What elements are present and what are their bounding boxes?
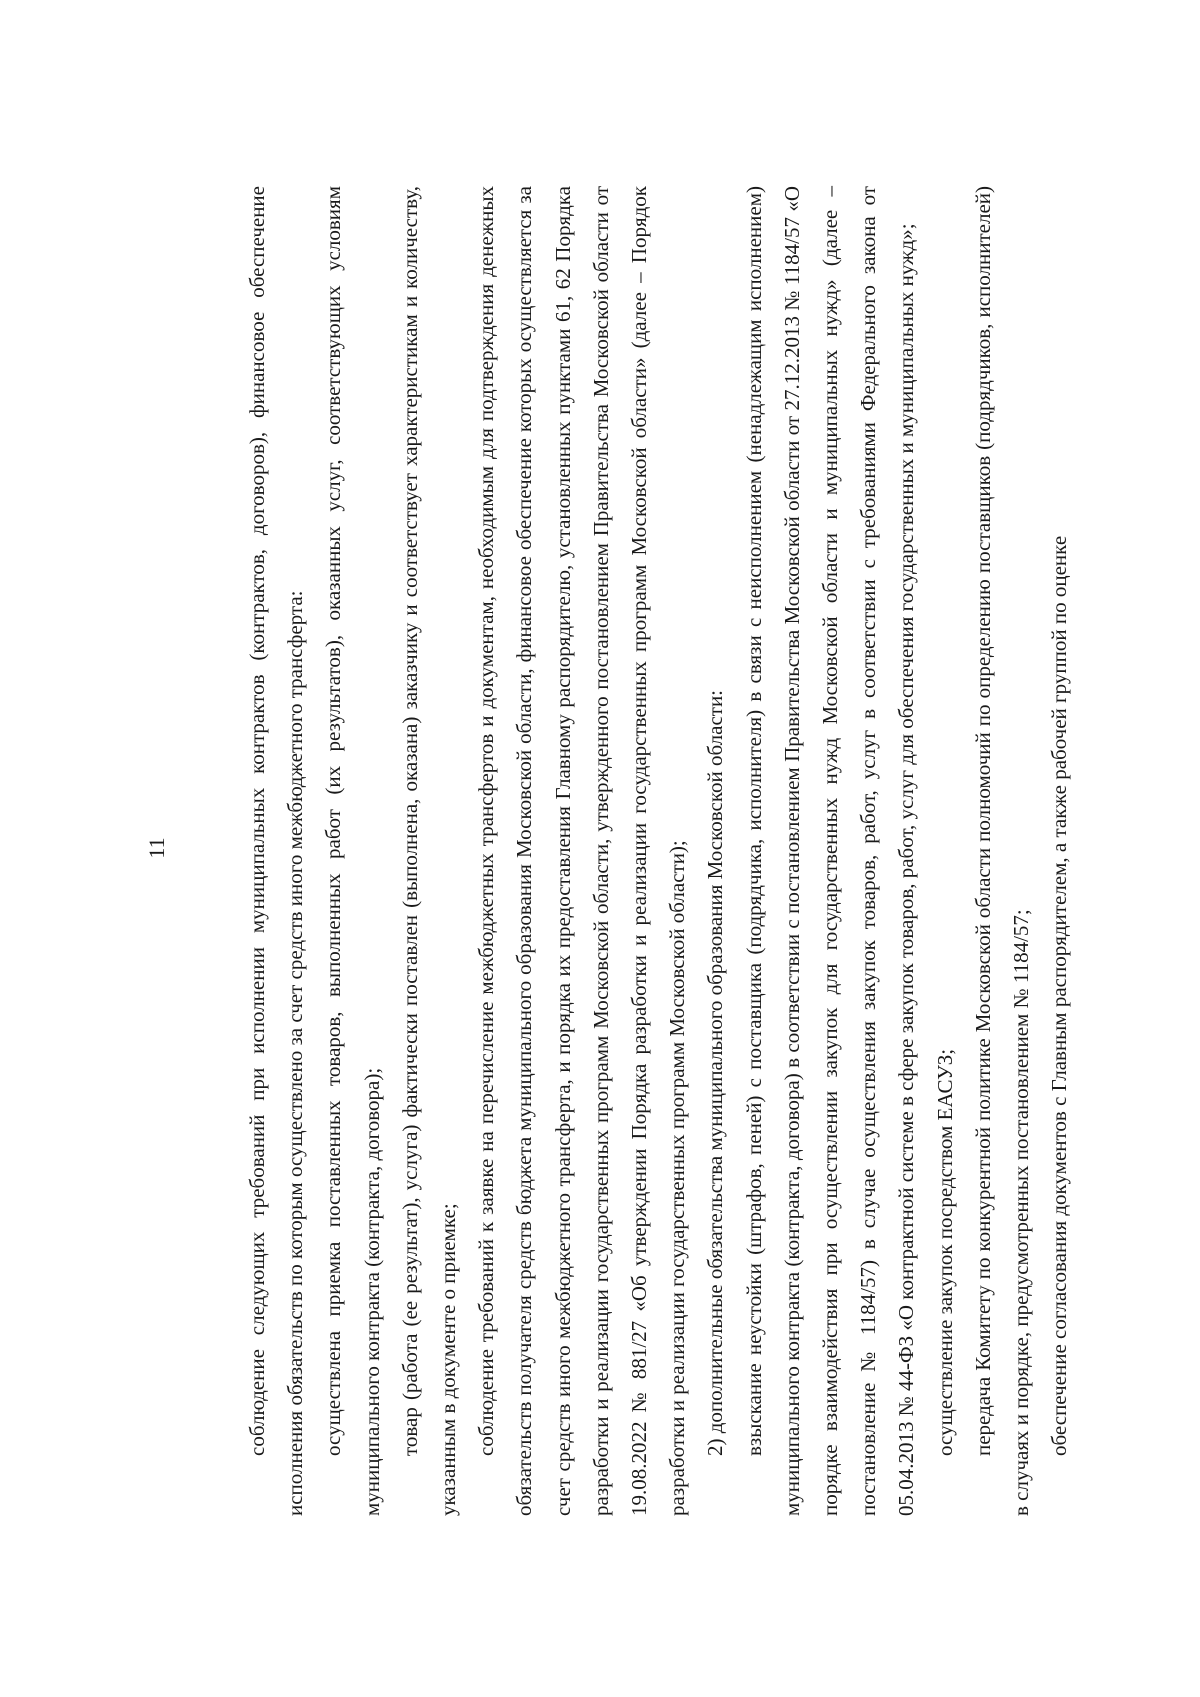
paragraph: осуществлена приемка поставленных товаров, выполненных работ (их результатов), оказанных услуг, соответствующих условиям муниципального контракта (контракта, договора); <box>321 186 384 1516</box>
page-number-row <box>144 98 174 1598</box>
paragraph: 2) дополнительные обязательства муниципального образования Московской области: <box>703 689 728 1456</box>
paragraph: соблюдение следующих требований при исполнении муниципальных контрактов (контрактов, договоров), финансовое обеспечение исполнения обязательств по которым осуществлено за счет средств иного межбюджетного трансферта: <box>245 186 308 1516</box>
paragraph: передача Комитету по конкурентной политике Московской области полномочий по определению поставщиков (подрядчиков, исполнителей) в случаях и порядке, предусмотренных постановлением № 1184/57; <box>970 186 1034 1516</box>
paragraph: осуществление закупок посредством ЕАСУЗ; <box>932 1048 957 1456</box>
paragraph: взыскание неустойки (штрафов, пеней) с поставщика (подрядчика, исполнителя) в связи с неисполнением (ненадлежащим исполнением) муниципального контракта (контракта, договора) в соответствии с постановлением Правительства Московской области от 27.12.2013 № 1184/57 «О порядке взаимодействия при осуществлении закупок для государственных нужд Московской области и муниципальных нужд» (далее – постановление № 1184/57) в случае осуществления закупок товаров, работ, услуг в соответствии с требованиями Федерального закона от 05.04.2013 № 44-ФЗ «О контрактной системе в сфере закупок товаров, работ, услуг для обеспечения государственных и муниципальных нужд»; <box>741 186 919 1516</box>
rotated-text-block <box>100 98 1100 1598</box>
paragraph: обеспечение согласования документов с Главным распорядителем, а также рабочей группой по оценке <box>1047 535 1072 1456</box>
paragraph: соблюдение требований к заявке на перечисление межбюджетных трансфертов и документам, необходимым для подтверждения денежных обязательств получателя средств бюджета муниципального образования Московской области, финансовое обеспечение которых осуществляется за счет средств иного межбюджетного трансферта, и порядка их предоставления Главному распорядителю, установленных пунктами 61, 62 Порядка разработки и реализации государственных программ Московской области, утвержденного постановлением Правительства Московской области от 19.08.2022 № 881/27 «Об утверждении Порядка разработки и реализации государственных программ Московской области» (далее – Порядок разработки и реализации государственных программ Московской области); <box>474 186 690 1516</box>
paragraph: товар (работа (ее результат), услуга) фактически поставлен (выполнена, оказана) заказчику и соответствует характеристикам и количеству, указанным в документе о приемке; <box>397 186 461 1516</box>
page-number: 11 <box>144 837 169 859</box>
document-text <box>238 186 1078 1516</box>
